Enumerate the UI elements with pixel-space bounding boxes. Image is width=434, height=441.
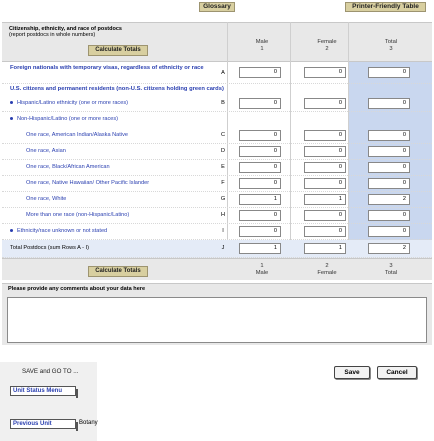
total-field-d: 0 (368, 146, 410, 157)
table-row-h (2, 208, 432, 224)
unit-status-menu-button[interactable]: Unit Status Menu (10, 386, 76, 396)
table-row-c (2, 128, 432, 144)
row-letter: I (222, 228, 224, 234)
row-letter: H (220, 212, 226, 218)
footer-col-male: 1 Male (255, 263, 269, 276)
grand-total-j: 2 (368, 243, 410, 254)
male-input-d[interactable]: 0 (239, 146, 281, 157)
total-field-a: 0 (368, 67, 410, 78)
table-footer (2, 258, 432, 280)
table-row-a (2, 62, 432, 84)
comments-textarea[interactable] (7, 297, 427, 343)
row-label-e: One race, Black/African American (26, 164, 110, 170)
row-label-non-hispanic: Non-Hispanic/Latino (one or more races) (10, 116, 118, 122)
col-header-male: Male 1 (255, 39, 269, 52)
table-row-d (2, 144, 432, 160)
row-letter: F (221, 180, 225, 186)
female-input-a[interactable]: 0 (304, 67, 346, 78)
footer-col-total: 3 Total (384, 263, 398, 276)
comments-label: Please provide any comments about your data here (8, 286, 146, 292)
previous-unit-name: Botany (79, 420, 98, 426)
male-input-i[interactable]: 0 (239, 226, 281, 237)
male-total-j: 1 (239, 243, 281, 254)
total-field-h: 0 (368, 210, 410, 221)
row-label-f: One race, Native Hawaiian/ Other Pacific Islander (26, 180, 150, 186)
row-label-h: More than one race (non-Hispanic/Latino) (26, 212, 130, 218)
table-title-sub: (report postdocs in whole numbers) (9, 32, 96, 38)
calculate-totals-button-bottom[interactable]: Calculate Totals (88, 266, 148, 277)
table-row-f (2, 176, 432, 192)
bullet-icon (10, 117, 13, 120)
glossary-button[interactable]: Glossary (199, 2, 235, 12)
table-header (2, 22, 432, 62)
row-letter: J (221, 245, 225, 251)
male-input-e[interactable]: 0 (239, 162, 281, 173)
male-input-b[interactable]: 0 (239, 98, 281, 109)
table-title-main: Citizenship, ethnicity, and race of postdocs (9, 26, 122, 32)
female-input-g[interactable]: 1 (304, 194, 346, 205)
male-input-f[interactable]: 0 (239, 178, 281, 189)
male-input-h[interactable]: 0 (239, 210, 281, 221)
row-letter: B (221, 100, 225, 106)
female-total-j: 1 (304, 243, 346, 254)
male-input-c[interactable]: 0 (239, 130, 281, 141)
total-field-b: 0 (368, 98, 410, 109)
total-field-e: 0 (368, 162, 410, 173)
female-input-e[interactable]: 0 (304, 162, 346, 173)
cancel-button[interactable]: Cancel (377, 366, 417, 379)
bullet-icon (10, 101, 13, 104)
female-input-h[interactable]: 0 (304, 210, 346, 221)
total-field-i: 0 (368, 226, 410, 237)
footer-col-female: 2 Female (317, 263, 337, 276)
female-input-f[interactable]: 0 (304, 178, 346, 189)
row-label-i: Ethnicity/race unknown or not stated (10, 228, 107, 234)
table-row-e (2, 160, 432, 176)
total-field-f: 0 (368, 178, 410, 189)
male-input-g[interactable]: 1 (239, 194, 281, 205)
save-button[interactable]: Save (334, 366, 370, 379)
top-toolbar (0, 0, 434, 14)
row-label-j: Total Postdocs (sum Rows A - I) (10, 245, 89, 251)
col-header-female: Female 2 (317, 39, 337, 52)
previous-unit-button[interactable]: Previous Unit (10, 419, 76, 429)
col-header-total: Total 3 (384, 39, 398, 52)
save-go-label: SAVE and GO TO ... (22, 368, 79, 375)
row-label-c: One race, American Indian/Alaska Native (26, 132, 128, 138)
row-label-b: Hispanic/Latino ethnicity (one or more races) (10, 100, 128, 106)
female-input-c[interactable]: 0 (304, 130, 346, 141)
female-input-b[interactable]: 0 (304, 98, 346, 109)
table-row-j (2, 240, 432, 258)
row-label-a: Foreign nationals with temporary visas, regardless of ethnicity or race (10, 65, 204, 71)
comments-section (2, 283, 432, 345)
table-row-i (2, 224, 432, 240)
bullet-icon (10, 229, 13, 232)
table-row-b (2, 96, 432, 112)
male-input-a[interactable]: 0 (239, 67, 281, 78)
table-row-non-hispanic (2, 112, 432, 128)
row-label-d: One race, Asian (26, 148, 66, 154)
row-label-g: One race, White (26, 196, 67, 202)
row-letter: C (220, 132, 226, 138)
row-letter: E (221, 164, 225, 170)
printer-friendly-button[interactable]: Printer-Friendly Table (345, 2, 426, 12)
row-letter: A (221, 70, 225, 76)
female-input-i[interactable]: 0 (304, 226, 346, 237)
female-input-d[interactable]: 0 (304, 146, 346, 157)
save-and-go-panel (0, 362, 97, 441)
table-row-g (2, 192, 432, 208)
total-field-g: 2 (368, 194, 410, 205)
calculate-totals-button-top[interactable]: Calculate Totals (88, 45, 148, 56)
table-title (9, 26, 122, 38)
row-letter: G (220, 196, 226, 202)
row-letter: D (220, 148, 226, 154)
total-field-c: 0 (368, 130, 410, 141)
section-us-citizens: U.S. citizens and permanent residents (non-U.S. citizens holding green cards) (10, 86, 224, 92)
